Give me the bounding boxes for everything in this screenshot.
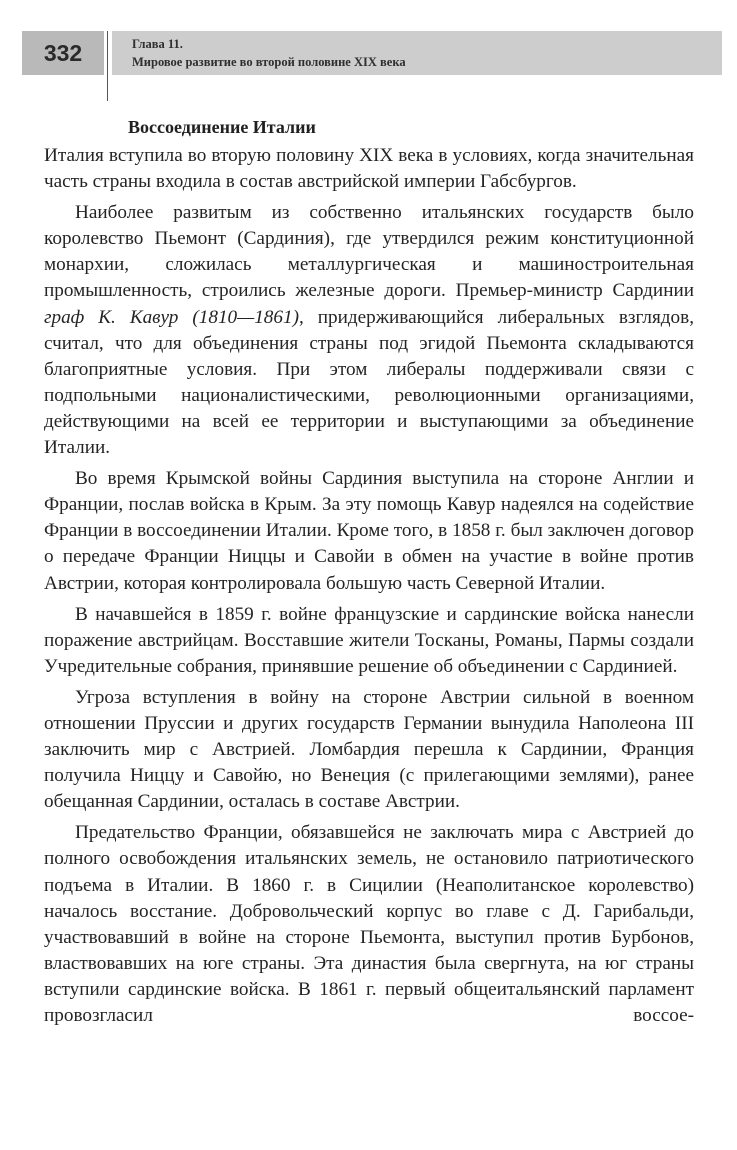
paragraph-6: Предательство Франции, обязавшейся не заключать мира с Австрией до полного освобождения итальянских земель, не остановило патриотического подъема в Италии. В 1860 г. в Сицилии (Неаполитанское королевство) началось восстание. Добровольческий корпус во главе с Д. Гарибальди, участвовавший в войне на стороне Пьемонта, выступил против Бурбонов, властвовавших на юге страны. Эта династия была свергнута, на юг страны вступили сардинские войска. В 1861 г. первый общеитальянский парламент провозгласил воссое-: [44, 822, 694, 1026]
paragraph-2-end: , придерживающийся либеральных взглядов, считал, что для объединения страны под эгидой Пьемонта складываются благоприятные условия. При этом либералы поддерживали связи с подпольными националистическими, революционными организациями, действующими на всей ее территории и выступающими за объединение Италии.: [44, 306, 694, 459]
paragraph-2-start: Наиболее развитым из собственно итальянских государств было королевство Пьемонт (Сардиния), где утвердился режим конституционной монархии, сложилась металлургическая и машиностроительная промышленность, строились железные дороги. Премьер-министр Сардинии: [44, 202, 694, 302]
section-title: Воссоединение Италии: [128, 117, 316, 137]
paragraph-3: Во время Крымской войны Сардиния выступила на стороне Англии и Франции, послав войска в Крым. За эту помощь Кавур надеялся на содействие Франции в воссоединении Италии. Кроме того, в 1858 г. был заключен договор о передаче Франции Ниццы и Савойи в обмен на участие в войне против Австрии, которая контролировала большую часть Северной Италии.: [44, 468, 694, 594]
page-number: 332: [22, 31, 104, 75]
paragraph-5: Угроза вступления в войну на стороне Австрии сильной в военном отношении Пруссии и других государств Германии вынудила Наполеона III заключить мир с Австрией. Ломбардия перешла к Сардинии, Франция получила Ниццу и Савойю, но Венеция (с прилегающими землями), ранее обещанная Сардинии, осталась в составе Австрии.: [44, 686, 694, 813]
paragraph-1: Италия вступила во вторую половину XIX века в условиях, когда значительная часть страны входила в состав австрийской империи Габсбургов.: [44, 145, 694, 193]
chapter-label: Глава 11.: [132, 37, 183, 51]
paragraph-4: В начавшейся в 1859 г. войне французские и сардинские войска нанесли поражение австрийцам. Восставшие жители Тосканы, Романы, Пармы создали Учредительные собрания, принявшие решение об объединении с Сардинией.: [44, 603, 694, 677]
person-name-italic: граф К. Кавур (1810—1861): [44, 306, 299, 328]
chapter-subtitle: Мировое развитие во второй половине XIX века: [132, 55, 406, 69]
running-header: [132, 35, 406, 71]
header-divider: [107, 31, 108, 101]
body-text: [44, 143, 694, 1034]
paragraph-2: [44, 200, 694, 461]
